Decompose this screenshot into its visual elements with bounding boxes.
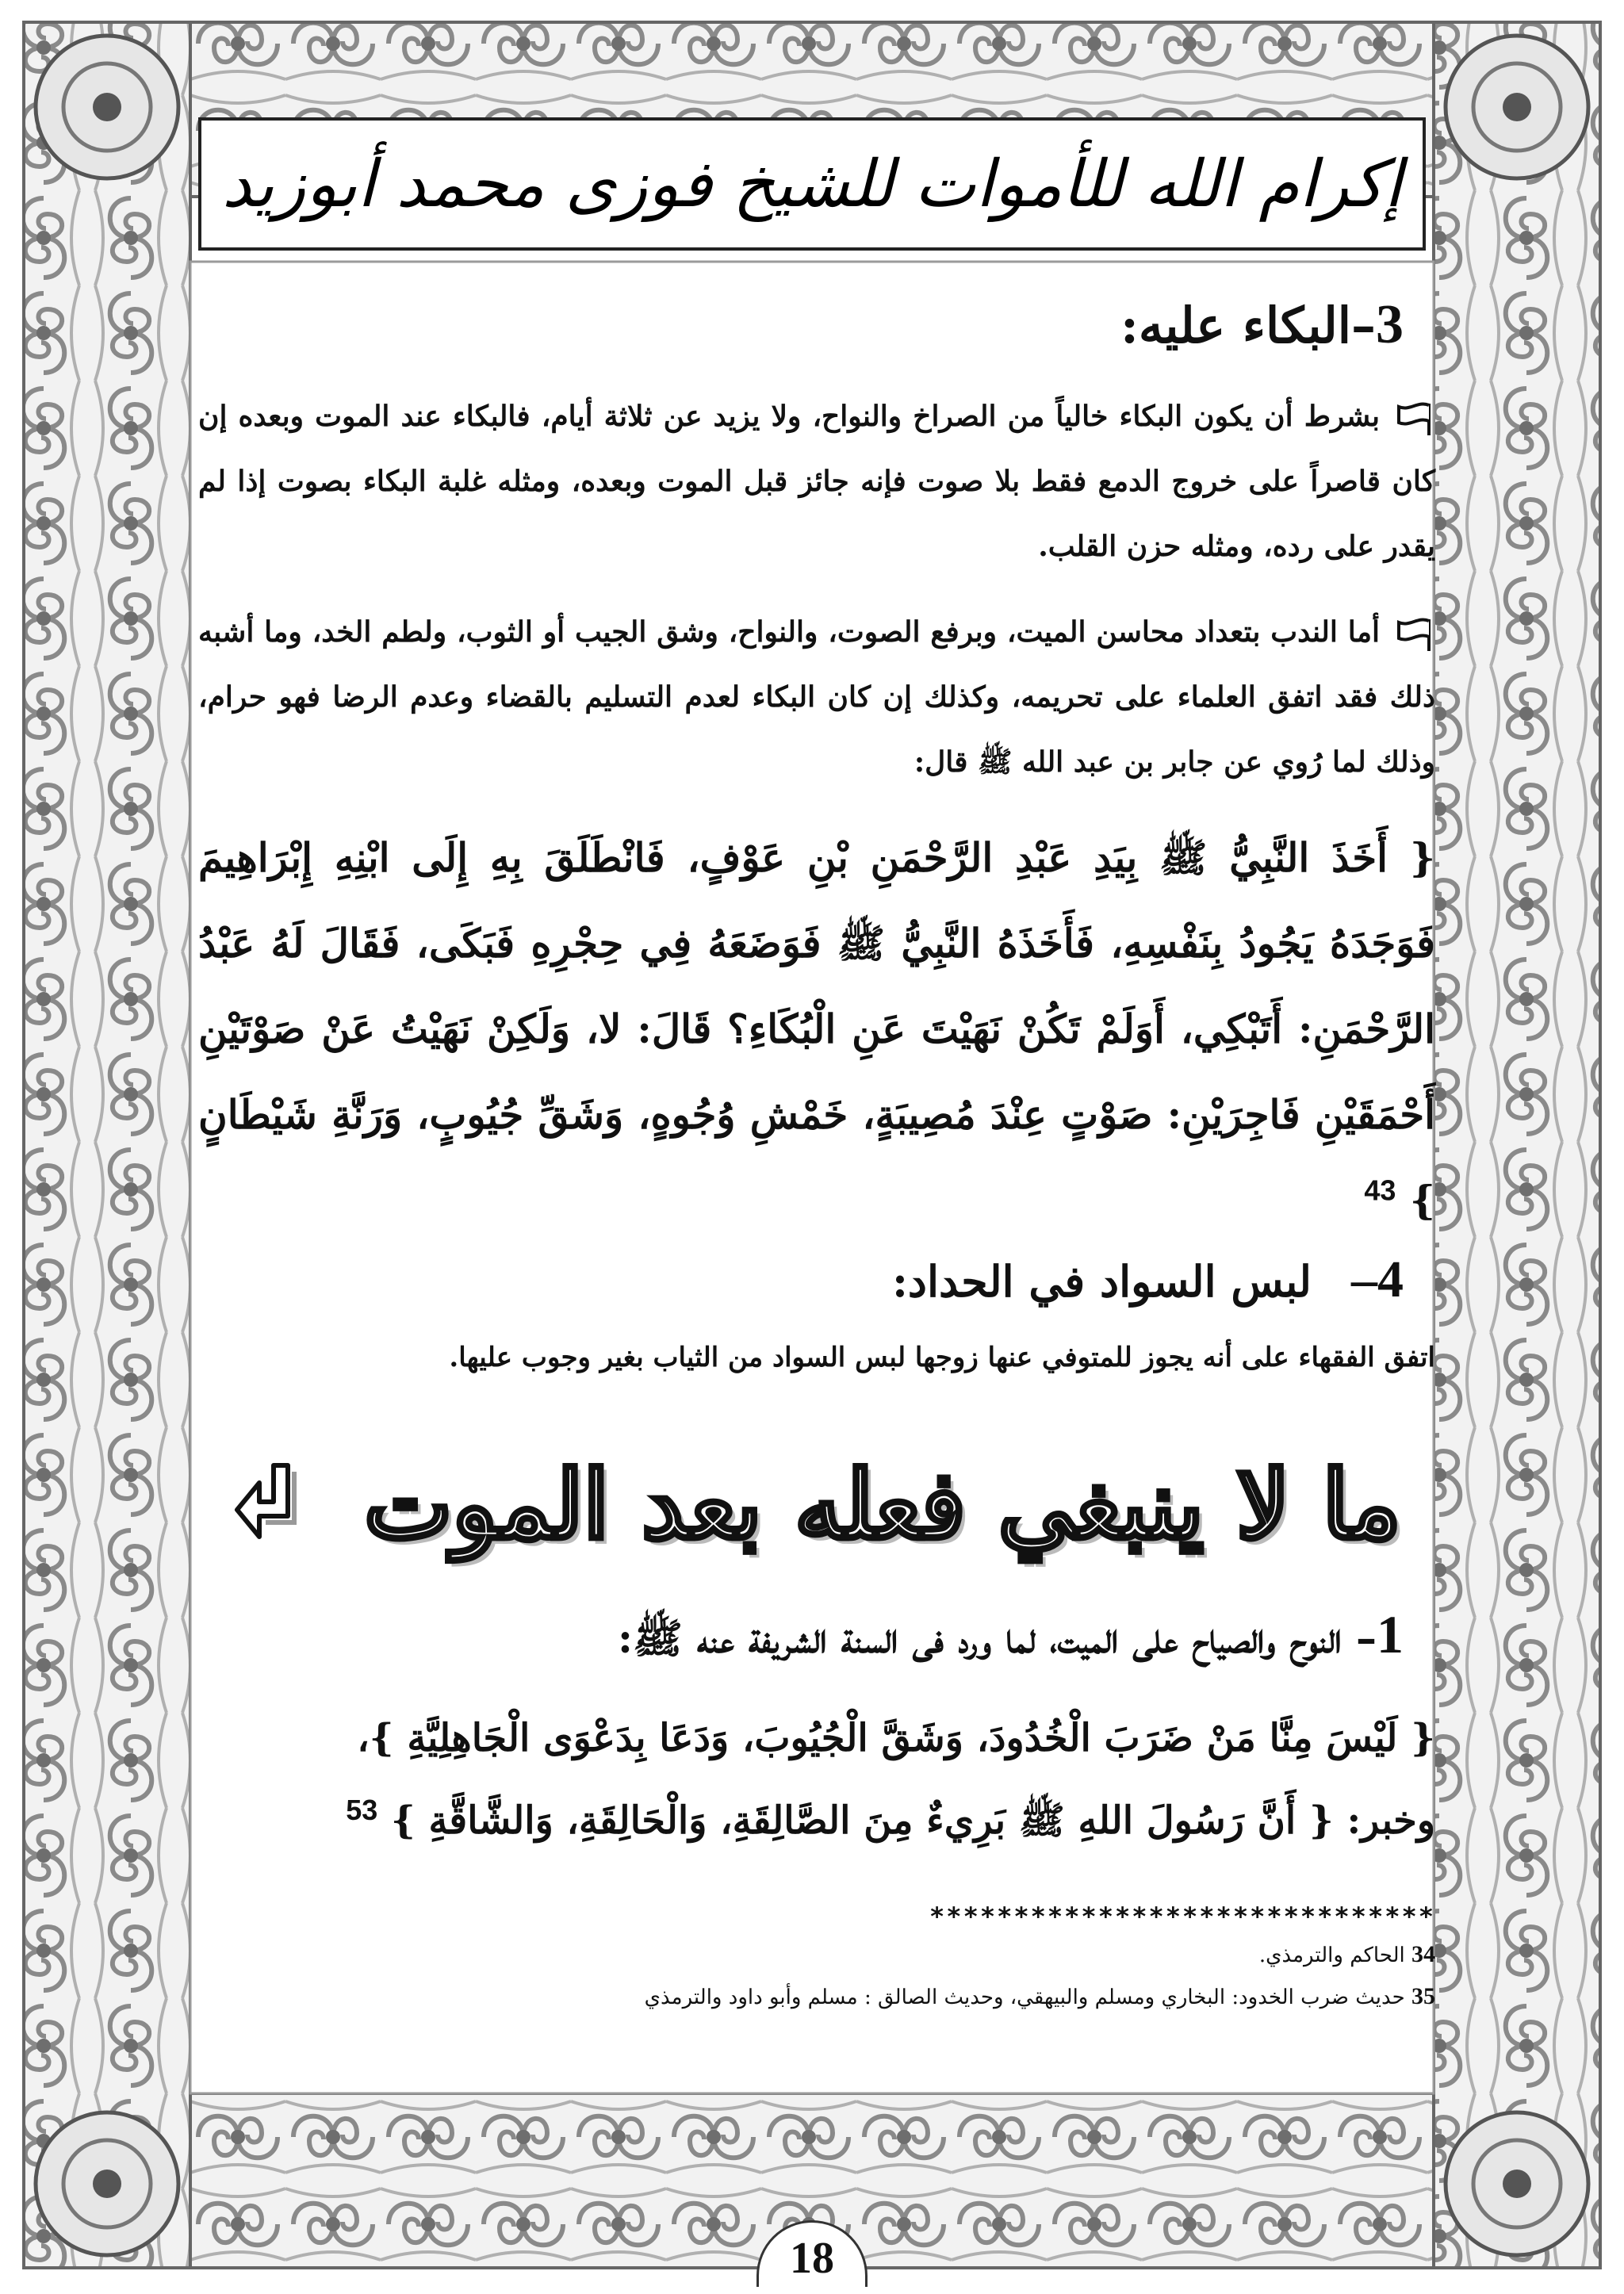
- page-content: [198, 293, 1435, 2009]
- banner-title: ما لا ينبغي فعله بعد الموت: [364, 1449, 1401, 1560]
- flag-bullet-icon: [1394, 400, 1435, 437]
- hadith-1-text: { أَخَذَ النَّبِيُّ ﷺ بِيَدِ عَبْدِ الرَّحْمَنِ بْنِ عَوْفٍ، فَانْطَلَقَ بِهِ إِلَى ابْنِهِ إِبْرَاهِيمَ فَوَجَدَهُ يَجُودُ بِنَفْسِهِ، فَأَخَذَهُ النَّبِيُّ ﷺ فَوَضَعَهُ فِي حِجْرِهِ فَبَكَى، فَقَالَ لَهُ عَبْدُ الرَّحْمَنِ: أَتَبْكِي، أَوَلَمْ تَكُنْ نَهَيْتَ عَنِ الْبُكَاءِ؟ قَالَ: لا، وَلَكِنْ نَهَيْتُ عَنْ صَوْتَيْنِ أَحْمَقَيْنِ فَاجِرَيْنِ: صَوْتٍ عِنْدَ مُصِيبَةٍ، خَمْشِ وُجُوهٍ، وَشَقِّ جُيُوبٍ، وَرَنَّةِ شَيْطَانٍ }: [198, 834, 1435, 1224]
- section-1-heading: [198, 1603, 1404, 1673]
- section-1-title: – النوح والصياح على الميت، لما ورد فى السنة الشريفة عنه ﷺ:: [617, 1614, 1377, 1663]
- section-banner: [198, 1429, 1435, 1580]
- section-4-heading: [198, 1250, 1404, 1310]
- section-1-number: 1: [1377, 1604, 1404, 1664]
- hadith-2-line-2: وخبر: { أَنَّ رَسُولَ اللهِ ﷺ بَرِيءٌ مِنَ الصَّالِقَةِ، وَالْحَالِقَةِ، وَالشَّاقَّةِ }: [390, 1798, 1435, 1843]
- hadith-2-reference: 53: [346, 1794, 378, 1826]
- section-3-number: 3: [1376, 294, 1404, 355]
- flag-bullet-icon: [1394, 616, 1435, 653]
- section-4-number: 4–: [1351, 1250, 1404, 1308]
- footnote-34-number: 34: [1411, 1941, 1435, 1967]
- hadith-2-line-1: { لَيْسَ مِنَّا مَنْ ضَرَبَ الْخُدُودَ، وَشَقَّ الْجُيُوبَ، وَدَعَا بِدَعْوَى الْجَاهِلِيَّةِ }،: [357, 1716, 1435, 1760]
- page-number: 18: [790, 2234, 834, 2283]
- footnote-34: [198, 1936, 1435, 1974]
- section-4-text: اتفق الفقهاء على أنه يجوز للمتوفي عنها زوجها لبس السواد من الثياب بغير وجوب عليها.: [449, 1342, 1435, 1373]
- footnote-35-text: حديث ضرب الخدود: البخاري ومسلم والبيهقي، وحديث الصالق : مسلم وأبو داود والترمذي: [644, 1986, 1405, 2009]
- hadith-2: [198, 1697, 1435, 1862]
- footnote-34-text: الحاكم والترمذي.: [1258, 1944, 1405, 1967]
- paragraph-2-text: أما الندب بتعداد محاسن الميت، وبرفع الصوت، والنواح، وشق الجيب أو الثوب، ولطم الخد، وما أشبه ذلك فقد اتفق العلماء على تحريمه، وكذلك إن كان البكاء لعدم التسليم بالقضاء وعدم الرضا فهو حرام، وذلك لما رُوي عن جابر بن عبد الله ﷺ قال:: [198, 615, 1435, 779]
- return-arrow-icon: [232, 1461, 308, 1548]
- hadith-1: [198, 815, 1435, 1243]
- book-title: إكرام الله للأموات للشيخ فوزى محمد أبوزيد: [221, 146, 1403, 222]
- section-3-title: –البكاء عليه:: [1120, 297, 1376, 354]
- section-3-heading: [198, 293, 1404, 357]
- header-title-box: [198, 117, 1426, 251]
- footnote-35: [198, 1978, 1435, 2016]
- paragraph-1-text: بشرط أن يكون البكاء خالياً من الصراخ والنواح، ولا يزيد عن ثلاثة أيام، فالبكاء عند الموت وبعده إن كان قاصراً على خروج الدمع فقط بلا صوت فإنه جائز قبل الموت وبعده، ومثله غلبة البكاء بصوت إذا لم يقدر على رده، ومثله حزن القلب.: [198, 400, 1435, 563]
- hadith-1-reference: 43: [1364, 1174, 1396, 1207]
- paragraph-2: [198, 599, 1435, 795]
- paragraph-1: [198, 384, 1435, 579]
- section-4-title: لبس السواد في الحداد:: [891, 1256, 1312, 1307]
- footnote-separator: ******************************: [929, 1901, 1435, 1932]
- footnote-35-number: 35: [1411, 1983, 1435, 2009]
